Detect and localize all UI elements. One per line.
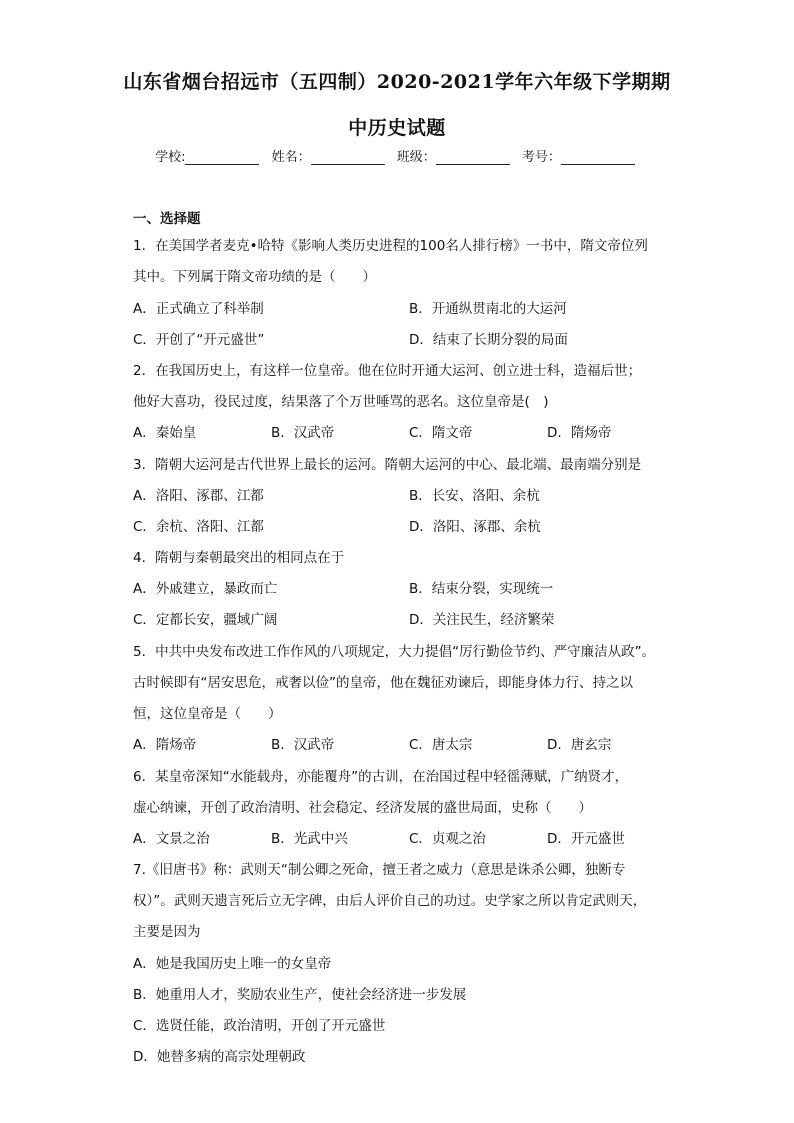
exam-title-line2: 中历史试题	[348, 117, 446, 139]
class-field[interactable]	[397, 146, 514, 165]
question-4-option-d[interactable]: D．关注民生，经济繁荣	[409, 612, 555, 628]
question-2-option-b[interactable]: B．汉武帝	[271, 425, 335, 441]
question-4-option-c[interactable]: C．定都长安，疆域广阔	[133, 612, 278, 628]
question-5-option-c[interactable]: C．唐太宗	[409, 737, 473, 753]
question-3-option-c[interactable]: C．余杭、洛阳、江都	[133, 519, 264, 535]
question-1-line-2: 其中。下列属于隋文帝功绩的是（ ）	[133, 269, 376, 285]
question-1-option-d[interactable]: D．结束了长期分裂的局面	[409, 332, 568, 348]
exam-number-blank[interactable]	[561, 150, 635, 165]
question-6-option-a[interactable]: A．文景之治	[133, 831, 210, 847]
exam-number-label: 考号：	[521, 150, 561, 165]
question-7-option-a[interactable]: A．她是我国历史上唯一的女皇帝	[133, 956, 332, 972]
question-2-option-d[interactable]: D．隋炀帝	[547, 425, 612, 441]
class-blank[interactable]	[436, 150, 510, 165]
name-field[interactable]	[272, 146, 389, 165]
question-7-line-2: 权）”。武则天遗言死后立无字碑，由后人评价自己的功过。史学家之所以肯定武则天，	[133, 893, 647, 909]
question-1-option-c[interactable]: C．开创了“开元盛世”	[133, 332, 265, 348]
question-3-option-b[interactable]: B．长安、洛阳、余杭	[409, 488, 540, 504]
question-4-option-a[interactable]: A．外戚建立，暴政而亡	[133, 581, 278, 597]
question-2-line-1: 2．在我国历史上，有这样一位皇帝。他在位时开通大运河、创立进士科，造福后世；	[133, 363, 642, 379]
question-5-line-2: 古时候即有“居安思危，戒奢以俭”的皇帝，他在魏征劝谏后，即能身体力行、持之以	[133, 675, 633, 691]
question-1-line-1: 1．在美国学者麦克•哈特《影响人类历史进程的100名人排行榜》一书中，隋文帝位列	[133, 238, 648, 254]
class-label: 班级：	[396, 150, 436, 165]
question-5-option-d[interactable]: D．唐玄宗	[547, 737, 612, 753]
question-3-option-d[interactable]: D．洛阳、涿郡、余杭	[409, 519, 541, 535]
question-4-line-1: 4．隋朝与秦朝最突出的相同点在于	[133, 550, 345, 566]
question-6-option-c[interactable]: C．贞观之治	[409, 831, 486, 847]
student-info-fields	[0, 146, 794, 165]
question-3-line-1: 3．隋朝大运河是古代世界上最长的运河。隋朝大运河的中心、最北端、最南端分别是	[133, 457, 642, 473]
question-2-option-c[interactable]: C．隋文帝	[409, 425, 473, 441]
question-6-line-2: 虚心纳谏，开创了政治清明、社会稳定、经济发展的盛世局面，史称（ ）	[133, 800, 592, 816]
question-1-option-b[interactable]: B．开通纵贯南北的大运河	[409, 301, 567, 317]
question-2-option-a[interactable]: A．秦始皇	[133, 425, 197, 441]
question-7-option-d[interactable]: D．她替多病的高宗处理朝政	[133, 1049, 306, 1065]
school-label: 学校:	[155, 150, 186, 165]
question-6-option-b[interactable]: B．光武中兴	[271, 831, 348, 847]
question-7-line-3: 主要是因为	[133, 924, 201, 940]
question-7-option-c[interactable]: C．选贤任能，政治清明，开创了开元盛世	[133, 1018, 386, 1034]
question-5-line-1: 5．中共中央发布改进工作作风的八项规定，大力提倡“厉行勤俭节约、严守廉洁从政”。	[133, 644, 656, 660]
question-5-line-3: 恒，这位皇帝是（ ）	[133, 706, 282, 722]
exam-number-field[interactable]	[522, 146, 639, 165]
question-1-option-a[interactable]: A．正式确立了科举制	[133, 301, 264, 317]
name-blank[interactable]	[311, 150, 385, 165]
section-title: 一、选择题	[133, 211, 201, 227]
question-2-line-2: 他好大喜功，役民过度，结果落了个万世唾骂的恶名。这位皇帝是( )	[133, 394, 549, 410]
exam-title-line1: 山东省烟台招远市（五四制）2020-2021学年六年级下学期期	[123, 71, 671, 93]
question-6-option-d[interactable]: D．开元盛世	[547, 831, 625, 847]
question-3-option-a[interactable]: A．洛阳、涿郡、江都	[133, 488, 264, 504]
school-field[interactable]	[155, 146, 263, 165]
question-7-option-b[interactable]: B．她重用人才，奖励农业生产，使社会经济进一步发展	[133, 987, 467, 1003]
question-5-option-b[interactable]: B．汉武帝	[271, 737, 335, 753]
name-label: 姓名：	[271, 150, 311, 165]
question-7-line-1: 7.《旧唐书》称：武则天“制公卿之死命，擅王者之威力（意思是诛杀公卿，独断专	[133, 862, 626, 878]
school-blank[interactable]	[185, 150, 259, 165]
question-6-line-1: 6．某皇帝深知“水能载舟，亦能覆舟”的古训，在治国过程中轻徭薄赋，广纳贤才，	[133, 769, 629, 785]
question-5-option-a[interactable]: A．隋炀帝	[133, 737, 197, 753]
question-4-option-b[interactable]: B．结束分裂，实现统一	[409, 581, 554, 597]
